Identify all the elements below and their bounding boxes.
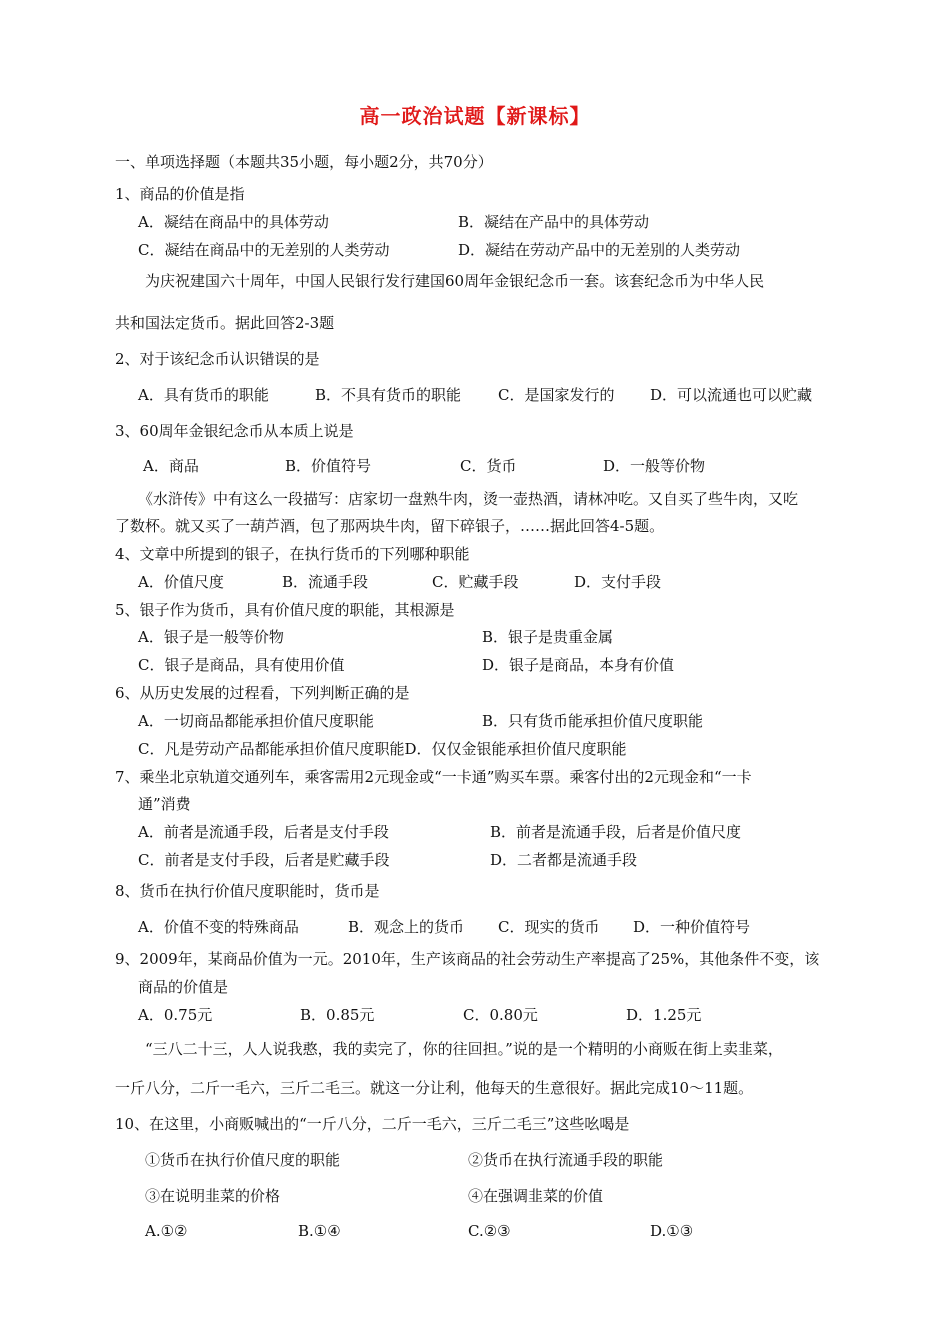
- question-9-stem-line-2: 商品的价值是: [138, 978, 229, 996]
- question-10-stem: 10、在这里，小商贩喊出的“一斤八分，二斤一毛六，三斤二毛三”这些吆喝是: [115, 1115, 630, 1133]
- question-8-option-b: B．观念上的货币: [348, 918, 465, 936]
- question-9-option-a: A．0.75元: [138, 1006, 213, 1024]
- question-4-option-b: B．流通手段: [282, 573, 369, 591]
- question-10-option-b: B.①④: [298, 1222, 341, 1240]
- question-1-option-a: A．凝结在商品中的具体劳动: [138, 213, 329, 231]
- question-1-option-d: D．凝结在劳动产品中的无差别的人类劳动: [458, 241, 741, 259]
- question-10-option-d: D.①③: [650, 1222, 694, 1240]
- question-3-stem: 3、60周年金银纪念币从本质上说是: [115, 422, 354, 440]
- question-3-option-c: C．货币: [460, 457, 517, 475]
- question-5-option-b: B．银子是贵重金属: [482, 628, 614, 646]
- question-10-option-a: A.①②: [145, 1222, 188, 1240]
- question-5-option-a: A．银子是一般等价物: [138, 628, 284, 646]
- passage-3-line-2: 一斤八分，二斤一毛六，三斤二毛三。就这一分让利，他每天的生意很好。据此完成10～11题。: [115, 1079, 754, 1097]
- question-5-option-d: D．银子是商品，本身有价值: [482, 656, 675, 674]
- passage-3-line-1: “三八二十三，人人说我憨，我的卖完了，你的往回担。”说的是一个精明的小商贩在街上卖韭菜，: [145, 1040, 783, 1058]
- question-2-option-d: D．可以流通也可以贮藏: [650, 386, 813, 404]
- question-10-statement-2: ②货币在执行流通手段的职能: [468, 1151, 664, 1169]
- question-9-option-c: C．0.80元: [463, 1006, 538, 1024]
- question-7-option-a: A．前者是流通手段，后者是支付手段: [138, 823, 389, 841]
- question-1-stem: 1、商品的价值是指: [115, 185, 245, 203]
- question-1-option-c: C．凝结在商品中的无差别的人类劳动: [138, 241, 390, 259]
- question-7-option-c: C．前者是支付手段，后者是贮藏手段: [138, 851, 390, 869]
- question-7-option-b: B．前者是流通手段，后者是价值尺度: [490, 823, 742, 841]
- question-2-option-a: A．具有货币的职能: [138, 386, 269, 404]
- question-2-option-c: C．是国家发行的: [498, 386, 615, 404]
- question-3-option-d: D．一般等价物: [603, 457, 706, 475]
- question-6-option-b: B．只有货币能承担价值尺度职能: [482, 712, 704, 730]
- passage-1-line-2: 共和国法定货币。据此回答2-3题: [115, 314, 335, 332]
- question-1-option-b: B．凝结在产品中的具体劳动: [458, 213, 650, 231]
- question-7-stem-line-1: 7、乘坐北京轨道交通列车，乘客需用2元现金或“一卡通”购买车票。乘客付出的2元现金和“一卡: [115, 768, 752, 786]
- question-3-option-b: B．价值符号: [285, 457, 372, 475]
- question-3-option-a: A．商品: [143, 457, 199, 475]
- question-9-stem-line-1: 9、2009年，某商品价值为一元。2010年，生产该商品的社会劳动生产率提高了25%，其他条件不变，该: [115, 950, 820, 968]
- question-9-option-b: B．0.85元: [300, 1006, 375, 1024]
- question-8-option-c: C．现实的货币: [498, 918, 600, 936]
- question-4-option-d: D．支付手段: [574, 573, 662, 591]
- page-title: 高一政治试题【新课标】: [359, 104, 591, 128]
- question-6-option-a: A．一切商品都能承担价值尺度职能: [138, 712, 374, 730]
- question-10-statement-1: ①货币在执行价值尺度的职能: [145, 1151, 341, 1169]
- question-4-option-c: C．贮藏手段: [432, 573, 519, 591]
- question-4-option-a: A．价值尺度: [138, 573, 224, 591]
- question-8-stem: 8、货币在执行价值尺度职能时，货币是: [115, 882, 380, 900]
- question-10-statement-4: ④在强调韭菜的价值: [468, 1187, 604, 1205]
- question-10-option-c: C.②③: [468, 1222, 511, 1240]
- question-5-stem: 5、银子作为货币，具有价值尺度的职能，其根源是: [115, 601, 455, 619]
- passage-2-line-1: 《水浒传》中有这么一段描写：店家切一盘熟牛肉，烫一壶热酒，请林冲吃。又自买了些牛肉，又吃: [138, 490, 799, 508]
- question-7-stem-line-2: 通”消费: [138, 795, 191, 813]
- question-6-stem: 6、从历史发展的过程看，下列判断正确的是: [115, 684, 410, 702]
- question-8-option-d: D．一种价值符号: [633, 918, 751, 936]
- question-4-stem: 4、文章中所提到的银子，在执行货币的下列哪种职能: [115, 545, 470, 563]
- question-2-option-b: B．不具有货币的职能: [315, 386, 462, 404]
- question-7-option-d: D．二者都是流通手段: [490, 851, 638, 869]
- section-heading: 一、单项选择题（本题共35小题，每小题2分，共70分）: [115, 153, 493, 171]
- passage-2-line-2: 了数杯。就又买了一葫芦酒，包了那两块牛肉，留下碎银子，……据此回答4-5题。: [115, 517, 665, 535]
- passage-1-line-1: 为庆祝建国六十周年，中国人民银行发行建国60周年金银纪念币一套。该套纪念币为中华人民: [145, 272, 765, 290]
- question-8-option-a: A．价值不变的特殊商品: [138, 918, 299, 936]
- question-9-option-d: D．1.25元: [626, 1006, 702, 1024]
- question-5-option-c: C．银子是商品，具有使用价值: [138, 656, 345, 674]
- question-10-statement-3: ③在说明韭菜的价格: [145, 1187, 281, 1205]
- question-6-option-c-d: C．凡是劳动产品都能承担价值尺度职能D．仅仅金银能承担价值尺度职能: [138, 740, 627, 758]
- question-2-stem: 2、对于该纪念币认识错误的是: [115, 350, 320, 368]
